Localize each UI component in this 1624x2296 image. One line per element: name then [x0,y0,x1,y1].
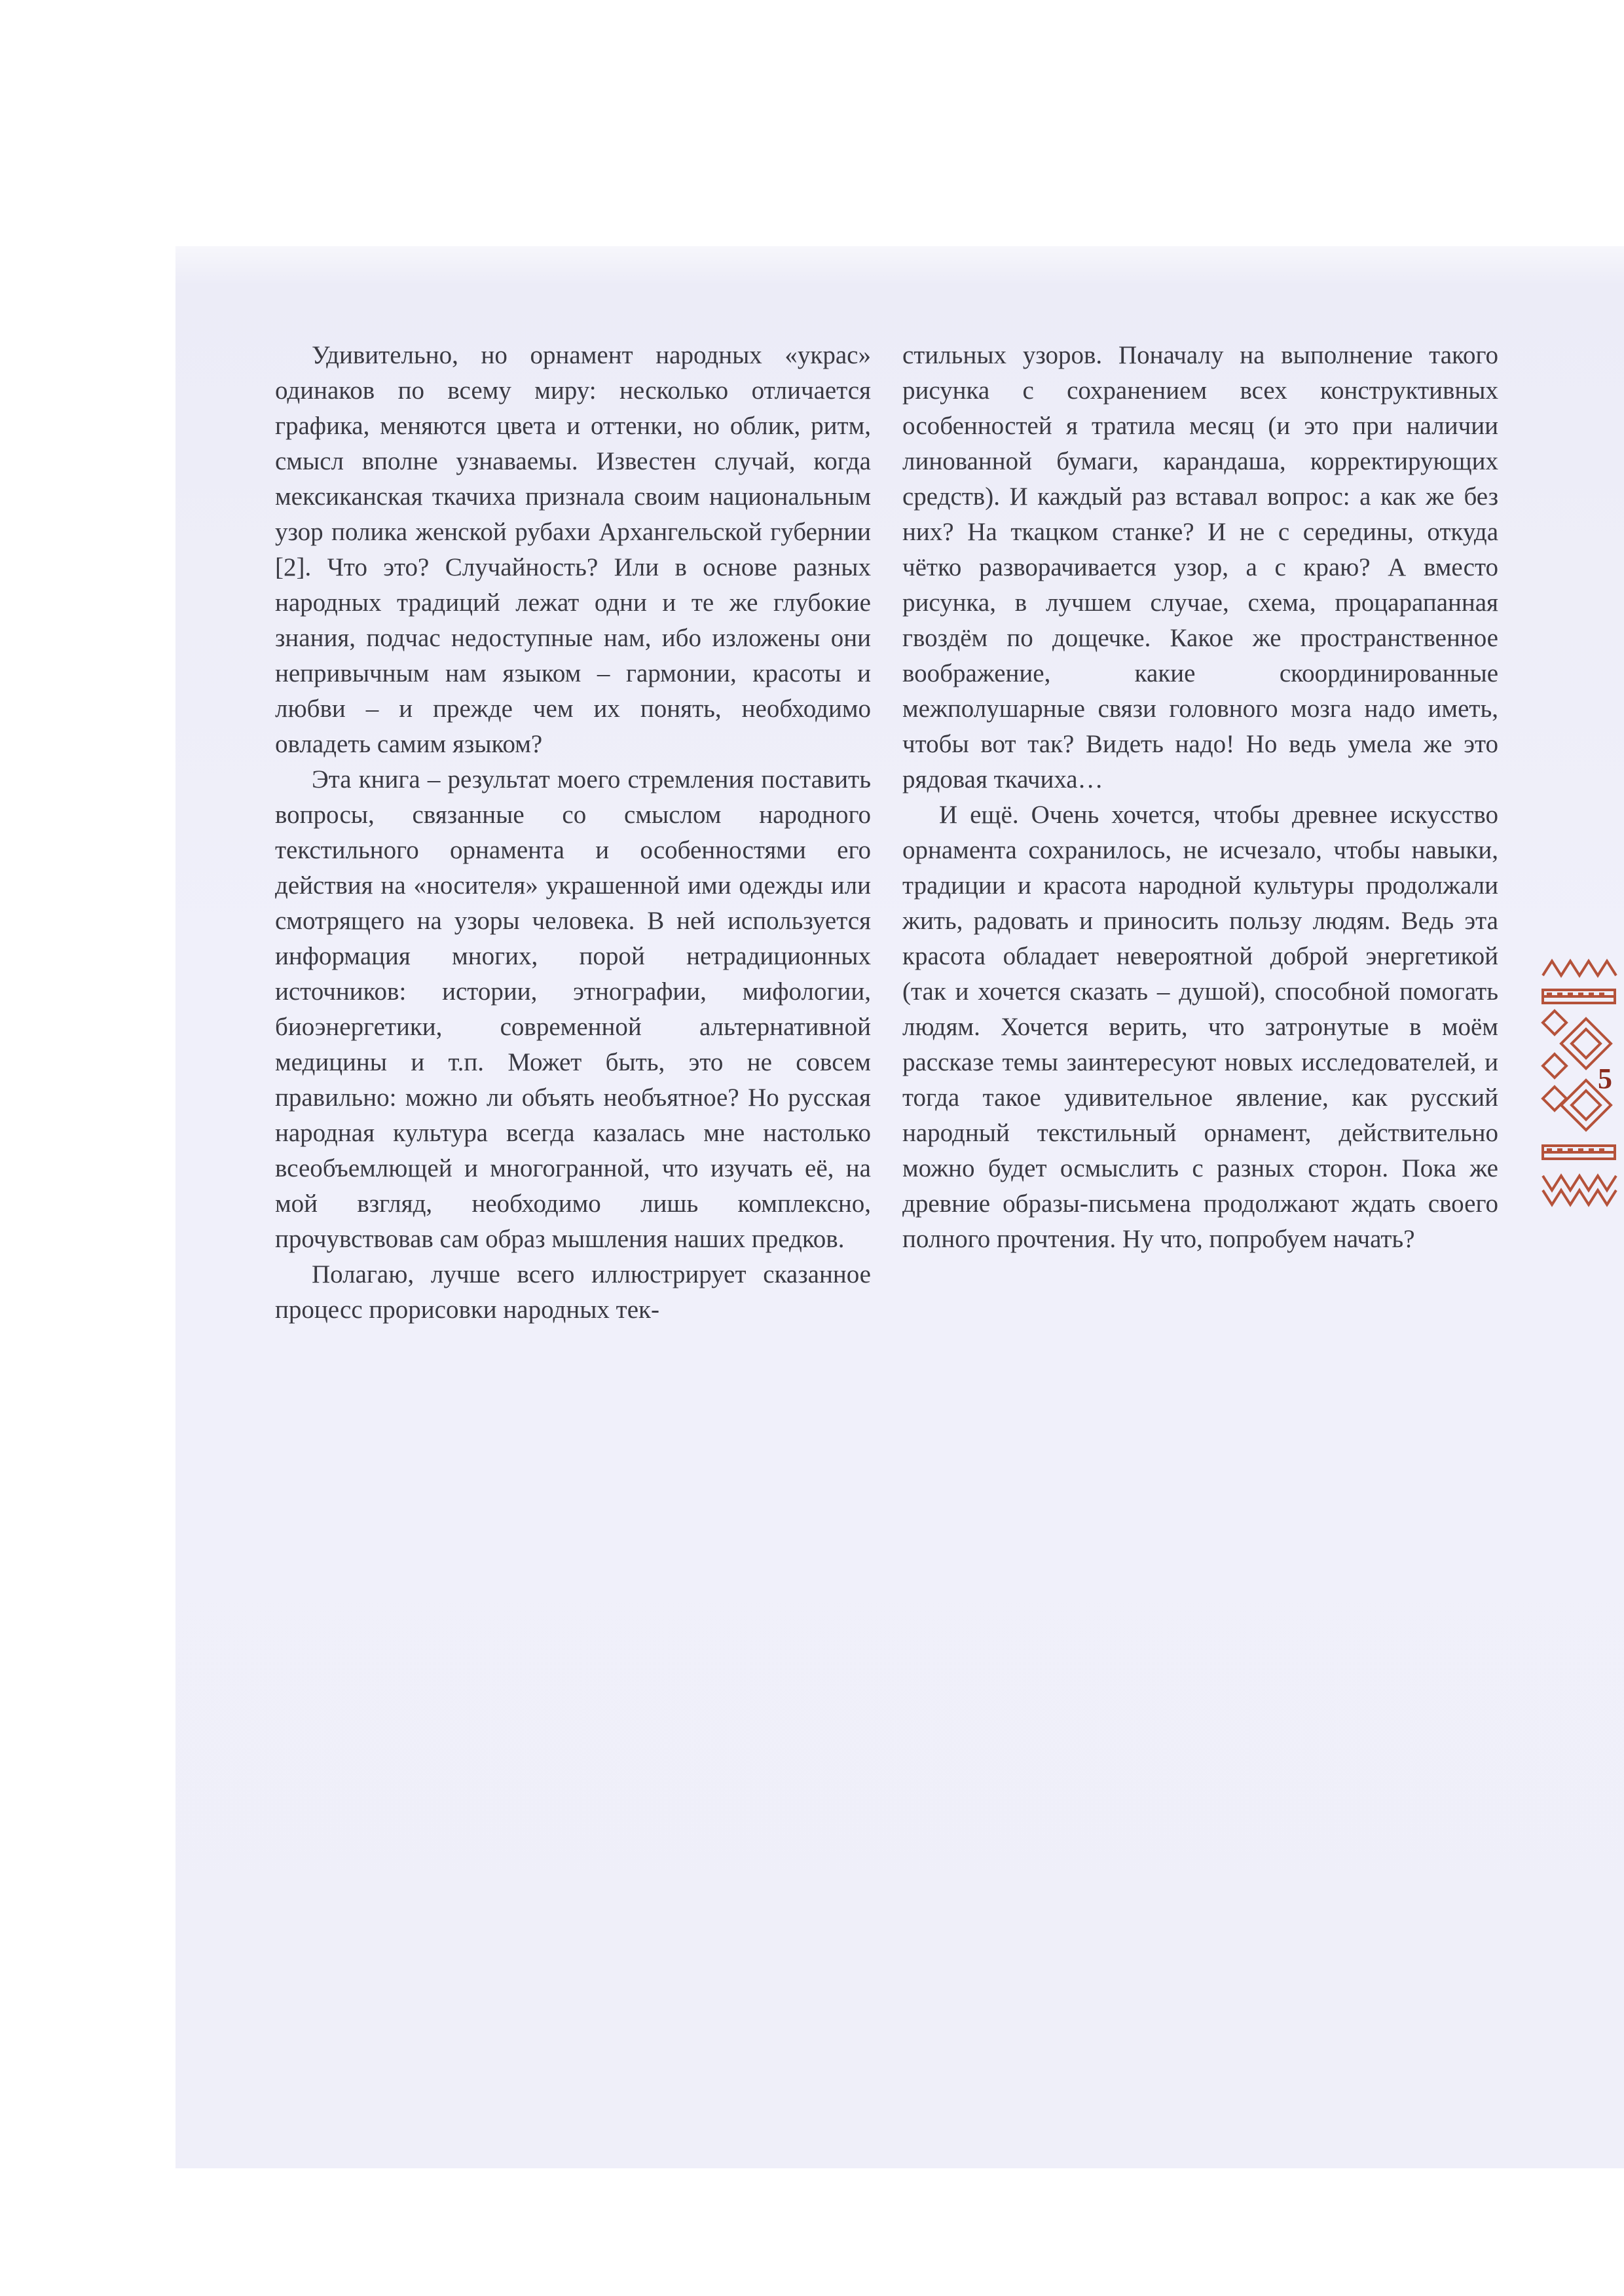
right-text-column [902,338,1498,1257]
paragraph: Удивительно, но орнамент народных «украс» одинаков по всему миру: несколько отличается графика, меняются цвета и оттенки, но облик, ритм, смысл вполне узнаваемы. Известен случай, когда мексиканская ткачиха признала своим национальным узор полика женской рубахи Архангельской губернии [2]. Что это? Случайность? Или в основе разных народных традиций лежат одни и те же глубокие знания, подчас недоступные нам, ибо изложены они непривычным нам языком – гармонии, красоты и любви – и прежде чем их понять, необходимо овладеть самим языком? [275,341,871,758]
paragraph: И ещё. Очень хочется, чтобы древнее искусство орнамента сохранилось, не исчезало, чтобы навыки, традиции и красота народной культуры продолжали жить, радовать и приносить пользу людям. Ведь эта красота обладает невероятной доброй энергетикой (так и хочется сказать – душой), способной помогать людям. Хочется верить, что затронутые в моём рассказе темы заинтересуют новых исследователей, и тогда такое удивительное явление, как русский народный текстильный орнамент, действительно можно будет осмыслить с разных сторон. Пока же древние образы-письмена продолжают ждать своего полного прочтения. Ну что, попробуем начать? [902,801,1498,1253]
paragraph-continuation: стильных узоров. Поначалу на выполнение такого рисунка с сохранением всех конструктивных особенностей я тратила месяц (и это при наличии линованной бумаги, карандаша, корректирующих средств). И каждый раз вставал вопрос: а как же без них? На ткацком станке? И не с середины, откуда чётко разворачивается узор, а с краю? А вместо рисунка, в лучшем случае, схема, процарапанная гвоздём по дощечке. Какое же пространственное воображение, какие скоординированные межполушарные связи головного мозга надо иметь, чтобы вот так? Видеть надо! Но ведь умела же это рядовая ткачиха… [902,341,1498,793]
paragraph: Полагаю, лучше всего иллюстрирует сказанное процесс прорисовки народных тек- [275,1260,871,1324]
left-text-column [275,338,871,1328]
page-number: 5 [1598,1063,1612,1095]
paragraph: Эта книга – результат моего стремления поставить вопросы, связанные со смыслом народного текстильного орнамента и особенностями его действия на «носителя» украшенной ими одежды или смотрящего на узоры человека. В ней используется информация многих, порой нетрадиционных источников: истории, этнографии, мифологии, биоэнергетики, современной альтернативной медицины и т.п. Может быть, это не совсем правильно: можно ли объять необъятное? Но русская народная культура всегда казалась мне настолько всеобъемлющей и многогранной, что изучать её, на мой взгляд, необходимо лишь комплексно, прочувствовав сам образ мышления наших предков. [275,765,871,1253]
